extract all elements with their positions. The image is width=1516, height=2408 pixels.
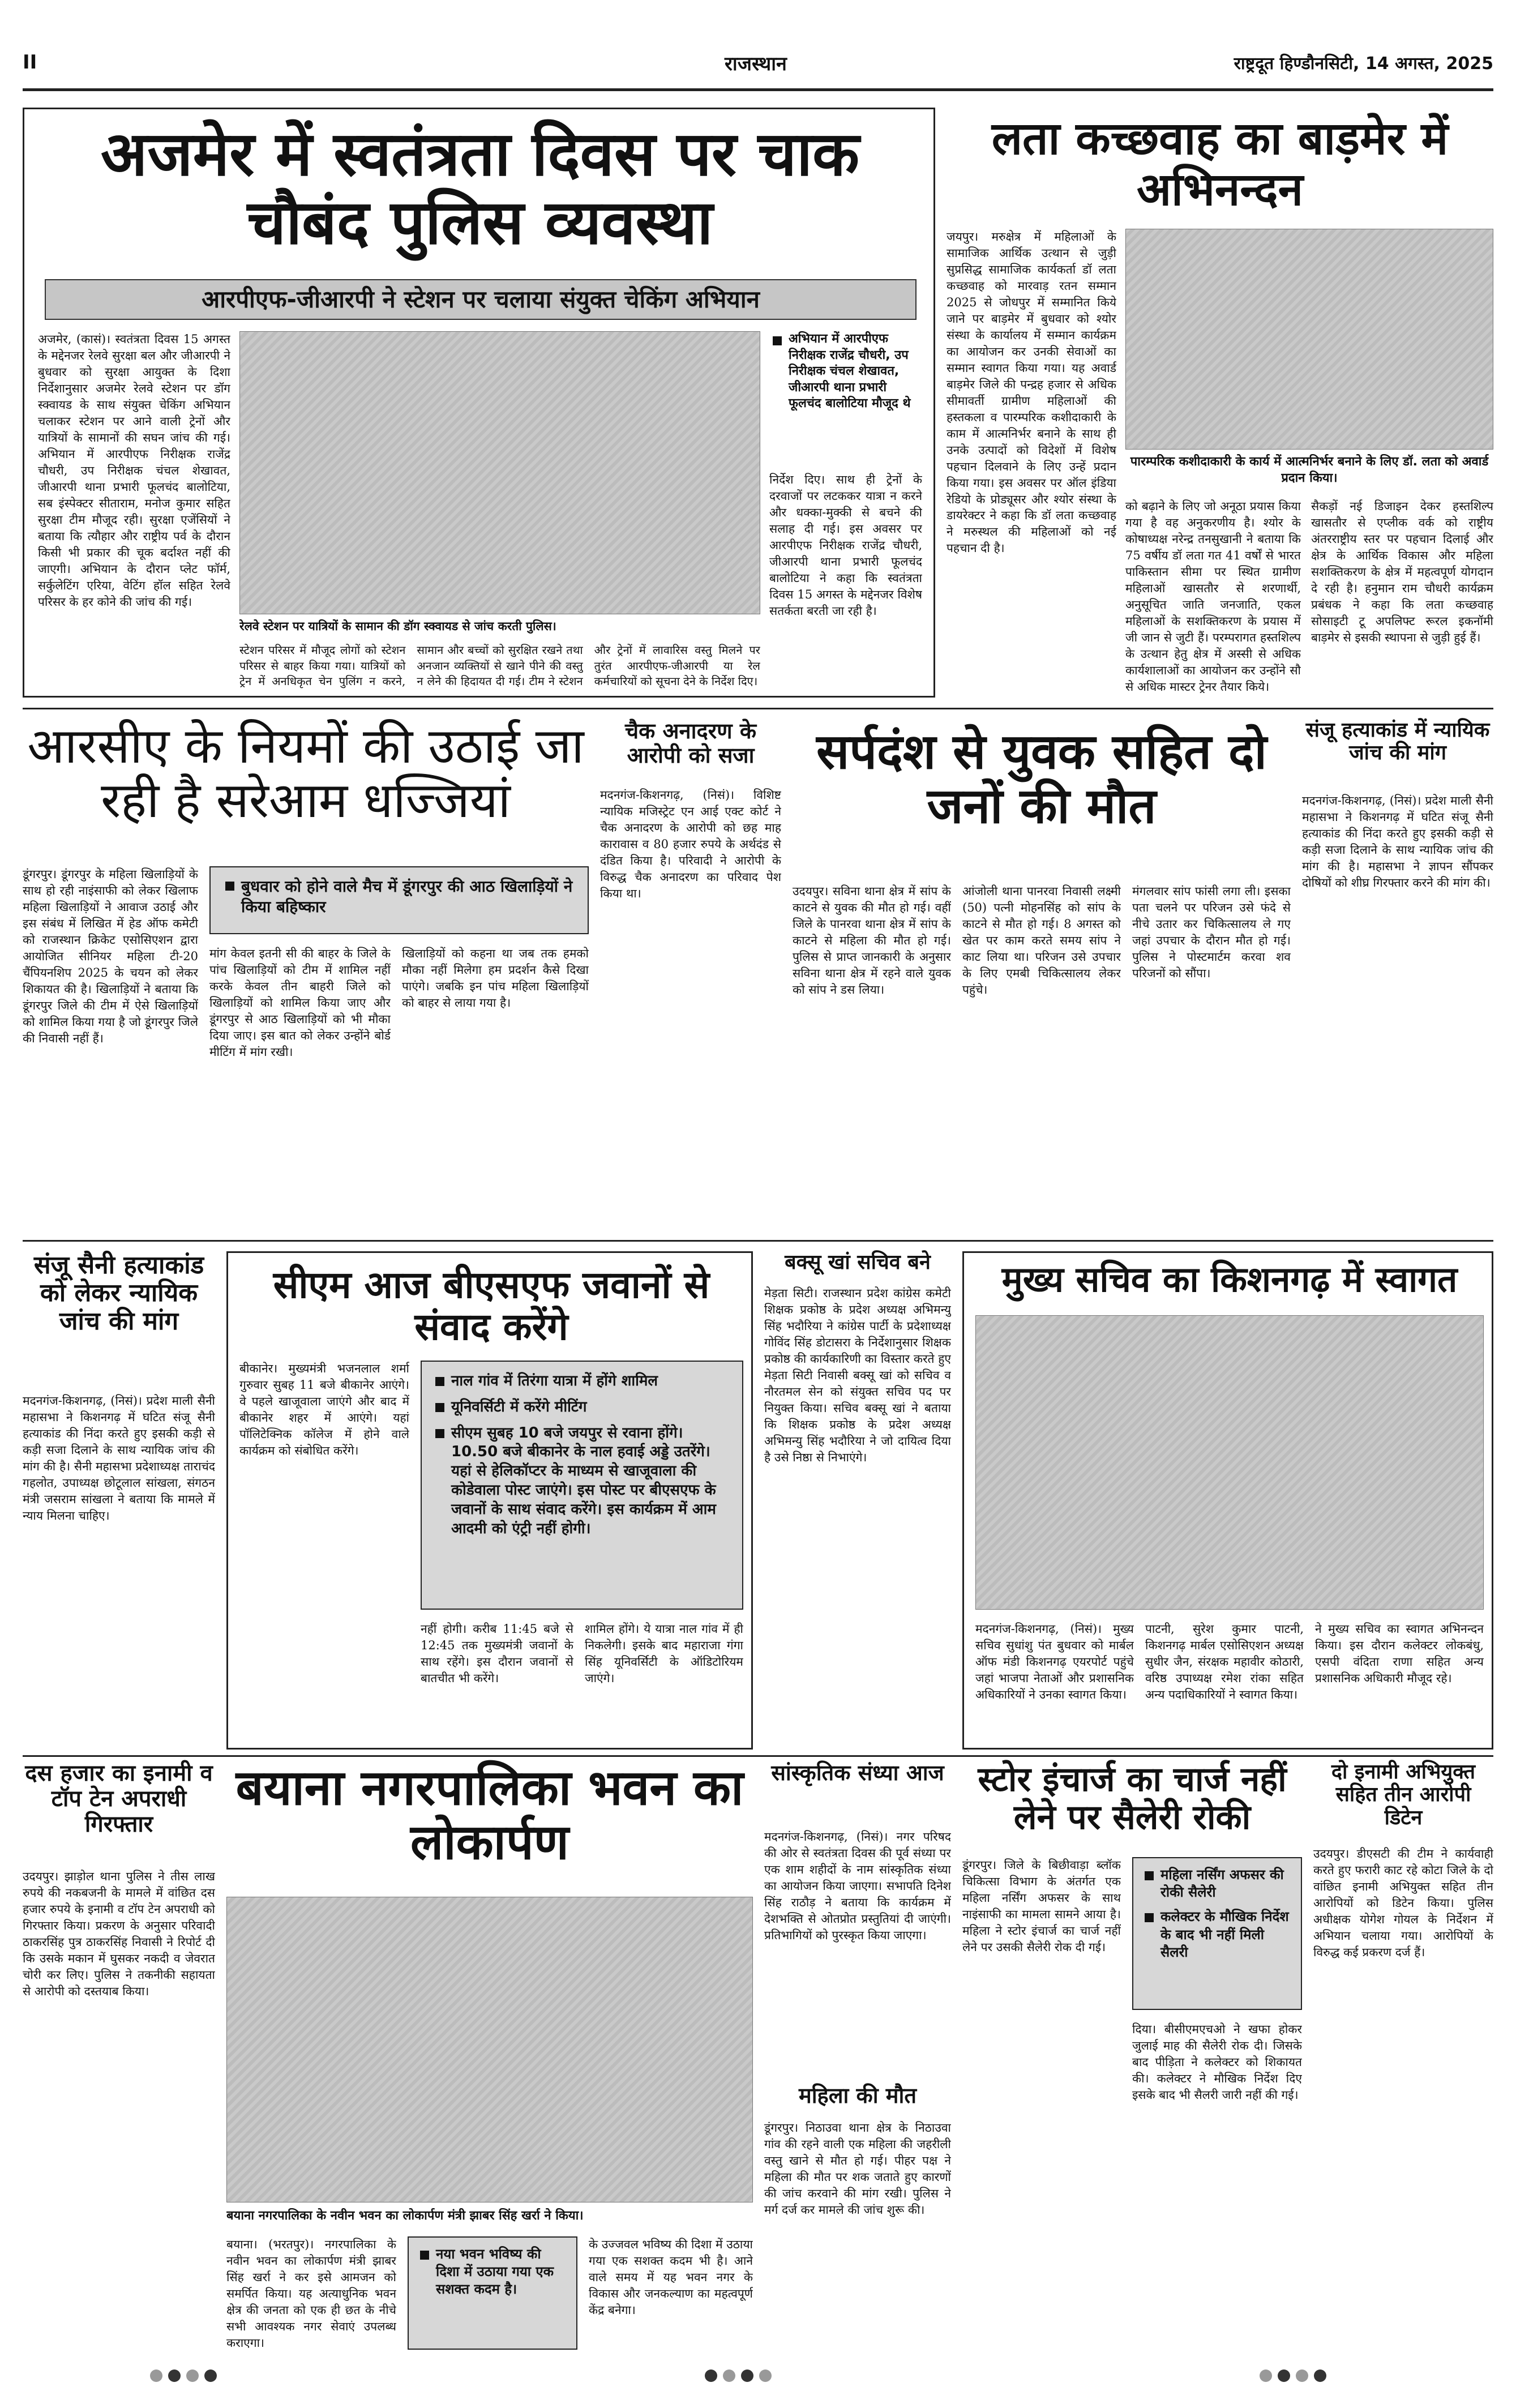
lata-body-1: जयपुर। मरुक्षेत्र में महिलाओं के सामाजिक आर्थिक उत्थान से जुड़ी सुप्रसिद्ध सामाजिक कार्यकर्ता डॉ लता कच्छवाह को मारवाड़ रतन सम्मान 2025 से जोधपुर में सम्मानित किये जाने पर बाड़मेर में बुधवार को श्योर संस्था के कार्यालय में सम्मान कार्यक्रम का आयोजन कर उनकी सेवाओं का सम्मान स्वागत किया गया। यह अवार्ड बाड़मेर जिले की पन्द्रह हजार से अधिक सीमावर्ती ग्रामीण महिलाओं की हस्तकला व पारम्परिक कशीदाकारी के काम में आत्मनिर्भर बनाने के साथ ही उनके उत्पादों को विदेशों में विशेष पहचान दिलवाने के लिए उन्हें प्रदान किया गया। इस अवसर पर ऑल इंडिया रेडियो के प्रोड्यूसर और श्योर संस्था के डायरेक्टर ने कहा कि डॉ लता कच्छवाह ने मरुस्थल की महिलाओं को नई पहचान दी है। — [947, 230, 1116, 555]
lata-photo — [1125, 229, 1493, 450]
snake-body-3: मंगलवार सांप फांसी लगा ली। इसका पता चलने पर परिजन उसे फंदे से नीचे उतार कर चिकित्सालय ले गए जहां उपचार के दौरान मौत हो गई। पुलिस ने पोस्टमार्टम करवा शव परिजनों को सौंपा। — [1132, 884, 1291, 980]
store-box-1: महिला नर्सिंग अफसर की रोकी सैलेरी — [1141, 1866, 1293, 1901]
cultural-body: मदनगंज-किशनगढ़, (निसं)। नगर परिषद की ओर से स्वतंत्रता दिवस की पूर्व संध्या पर एक शाम शहीदों के नाम सांस्कृतिक संध्या का आयोजन किया जाएगा। सभापति दिनेश सिंह राठौड़ ने बताया कि कार्यक्रम में देशभक्ति से ओतप्रोत प्रस्तुतियां दी जाएंगी। प्रतिभागियों को पुरस्कृत किया जाएगा। — [764, 1830, 951, 1942]
rca-body-3: खिलाड़ियों को कहना था जब तक हमको मौका नहीं मिलेगा हम प्रदर्शन कैसे दिखा पाएंगे। जबकि इन पांच महिला खिलाड़ियों को बाहर से लाया गया है। — [402, 947, 589, 1010]
sanju2-story — [23, 1251, 215, 1750]
register-dot-icon — [186, 2369, 199, 2382]
page-number: II — [23, 51, 37, 74]
divider-1 — [23, 708, 1493, 709]
store-body-1: डूंगरपुर। जिले के बिछीवाड़ा ब्लॉक चिकित्सा विभाग के अंतर्गत एक महिला नर्सिंग अफसर के साथ नाइंसाफी का मामला सामने आया है। महिला ने स्टोर इंचार्ज का चार्ज नहीं लेने पर उसकी सैलेरी रोक दी गई। — [962, 1858, 1121, 1954]
snake-body-1: उदयपुर। सविना थाना क्षेत्र में सांप के काटने से युवक की मौत हो गई। वहीं जिले के पानरवा थाना क्षेत्र में सांप के काटने से महिला की मौत हो गई। पुलिस से प्राप्त जानकारी के अनुसार सविना थाना क्षेत्र में रहने वाले युवक को सांप ने डस लिया। — [793, 884, 951, 996]
cm-box — [421, 1361, 743, 1610]
register-dot-icon — [1278, 2369, 1290, 2382]
rca-box — [209, 866, 589, 934]
cash-headline: दस हजार का इनामी व टॉप टेन अपराधी गिरफ्तार — [25, 1760, 213, 1837]
bayana-quote-box — [408, 2236, 577, 2350]
store-box-2: कलेक्टर के मौखिक निर्देश के बाद भी नहीं मिली सैलरी — [1141, 1908, 1293, 1961]
ajmer-strap-text: आरपीएफ-जीआरपी ने स्टेशन पर चलाया संयुक्त चेकिंग अभियान — [202, 285, 760, 313]
reward-story — [1313, 1761, 1493, 2350]
divider-2 — [23, 1240, 1493, 1242]
lata-headline: लता कच्छवाह का बाड़मेर में अभिनन्दन — [991, 112, 1449, 216]
lata-body-2: को बढ़ाने के लिए जो अनूठा प्रयास किया गया है वह अनुकरणीय है। श्योर के कोषाध्यक्ष नरेन्द्र तनसुखानी ने बताया कि 75 वर्षीय डॉ लता गत 41 वर्षों से भारत पाकिस्तान सीमा पर स्थित ग्रामीण महिलाओं खासतौर से शरणार्थी, अनुसूचित जाति जनजाति, एकल महिलाओं के सशक्तिकरण के प्रयास में जी जान से जुटी हैं। परम्परागत हस्तशिल्प के उत्थान हेतु क्षेत्र में अस्सी से अधिक कार्यशालाओं का आयोजन कर उन्होंने सौ से अधिक मास्टर ट्रेनर तैयार किये। — [1125, 499, 1301, 693]
cm-story — [226, 1251, 753, 1750]
cm-headline: सीएम आज बीएसएफ जवानों से संवाद करेंगे — [273, 1263, 710, 1349]
ajmer-photo — [239, 331, 760, 614]
register-dot-icon — [1260, 2369, 1272, 2382]
cultural-headline: सांस्कृतिक संध्या आज — [771, 1760, 944, 1785]
store-box — [1132, 1857, 1302, 2010]
ajmer-quote — [769, 331, 922, 461]
cash-body: उदयपुर। झाड़ोल थाना पुलिस ने तीस लाख रुपये की नकबजनी के मामले में वांछित दस हजार रुपये के इनामी व टॉप टेन अपराधी को गिरफ्तार किया। प्रकरण के अनुसार परिवादी ठाकरसिंह पुत्र ठाकरसिंह निवासी ने रिपोर्ट दी कि उसके मकान में घुसकर नकदी व जेवरात चोरी कर लिए। पुलिस ने तकनीकी सहायता से आरोपी को दस्तयाब किया। — [23, 1870, 215, 1998]
cm-body-3: शामिल होंगे। ये यात्रा नाल गांव में ही निकलेगी। इसके बाद महाराजा गंगा सिंह यूनिवर्सिटी के ऑडिटोरियम जाएंगे। — [585, 1622, 743, 1685]
register-dot-icon — [741, 2369, 753, 2382]
cm-bullet-2: यूनिवर्सिटी में करेंगे मीटिंग — [432, 1398, 732, 1417]
woman-story — [764, 2084, 951, 2350]
footer-dots-right — [1257, 2369, 1329, 2384]
ajmer-body-1: अजमेर, (कासं)। स्वतंत्रता दिवस 15 अगस्त के मद्देनजर रेलवे सुरक्षा बल और जीआरपी ने बुधवार को सुरक्षा आयुक्त के दिशा निर्देशानुसार अजमेर रेलवे स्टेशन पर डॉग स्क्वायड के साथ संयुक्त चेकिंग अभियान चलाकर स्टेशन पर आने वाली ट्रेनों और यात्रियों के सामानों की सघन जांच की गई। अभियान में आरपीएफ निरीक्षक राजेंद्र चौधरी, उप निरीक्षक चंचल शेखावत, जीआरपी थाना प्रभारी फूलचंद बालोटिया, सब इंस्पेक्टर सीताराम, मनोज कुमार सहित सुरक्षा टीम मौजूद रही। सुरक्षा एजेंसियों ने बताया कि त्यौहार और राष्ट्रीय पर्व के दौरान किसी भी प्रकार की चूक बर्दाश्त नहीं की जाएगी। अभियान के दौरान प्लेट फॉर्म, सर्कुलेटिंग एरिया, वेटिंग हॉल सहित रेलवे परिसर के हर कोने की जांच की गई। — [38, 332, 230, 609]
masthead-date: राष्ट्रदूत हिण्डौनसिटी, 14 अगस्त, 2025 — [1234, 54, 1493, 74]
snake-body-2: आंजोली थाना पानरवा निवासी लक्ष्मी (50) पत्नी मोहनसिंह को सांप के काटने से मौत हो गई। 8 अगस्त को खेत पर काम करते समय सांप ने काट लिया था। परिजन उसे उपचार के लिए एमबी चिकित्सालय लेकर पहुंचे। — [962, 884, 1121, 996]
reward-headline: दो इनामी अभियुक्त सहित तीन आरोपी डिटेन — [1331, 1760, 1476, 1829]
reward-body: उदयपुर। डीएसटी की टीम ने कार्यवाही करते हुए फरारी काट रहे कोटा जिले के दो वांछित इनामी अभियुक्त सहित तीन आरोपियों को डिटेन किया। पुलिस अधीक्षक योगेश गोयल के निर्देशन में अभियान चलाया गया। आरोपियों के विरुद्ध कई प्रकरण दर्ज हैं। — [1313, 1847, 1493, 1959]
bayana-headline: बयाना नगरपालिका भवन का लोकार्पण — [235, 1760, 744, 1871]
cm-body-1: बीकानेर। मुख्यमंत्री भजनलाल शर्मा गुरुवार सुबह 11 बजे बीकानेर आएंगे। वे पहले खाजूवाला जाएंगे और बाद में बीकानेर शहर में आएंगे। यहां पॉलिटेक्निक कॉलेज में होने वाले कार्यक्रम को संबोधित करेंगे। — [239, 1362, 409, 1457]
mukhya-photo — [975, 1315, 1484, 1610]
register-dot-icon — [1296, 2369, 1308, 2382]
cash-story — [23, 1761, 215, 2350]
ajmer-photo-caption: रेलवे स्टेशन पर यात्रियों के सामान की डॉग स्क्वायड से जांच करती पुलिस। — [239, 619, 556, 633]
store-story — [962, 1761, 1302, 2350]
ajmer-body-2: निर्देश दिए। साथ ही ट्रेनों के दरवाजों पर लटककर यात्रा न करने और धक्का-मुक्की से बचने की सलाह दी गई। इस अवसर पर आरपीएफ निरीक्षक राजेंद्र चौधरी, जीआरपी थाना प्रभारी फूलचंद बालोटिया ने कहा कि स्वतंत्रता दिवस 15 अगस्त के मद्देनजर विशेष सतर्कता बरती जा रही है। — [769, 473, 922, 618]
ajmer-headline: अजमेर में स्वतंत्रता दिवस पर चाक चौबंद पुलिस व्यवस्था — [100, 119, 860, 258]
register-dot-icon — [759, 2369, 772, 2382]
lata-photo-caption: पारम्परिक कशीदाकारी के कार्य में आत्मनिर्भर बनाने के लिए डॉ. लता को अवार्ड प्रदान किया। — [1130, 455, 1489, 485]
cultural-story — [764, 1761, 951, 2078]
cm-body-2: नहीं होगी। करीब 11:45 बजे से 12:45 तक मुख्यमंत्री जवानों के साथ रहेंगे। इस दौरान जवानों से बातचीत भी करेंगे। — [421, 1622, 573, 1685]
register-dot-icon — [1314, 2369, 1326, 2382]
register-dot-icon — [150, 2369, 162, 2382]
chain-story — [600, 719, 781, 1229]
section-title: राजस्थान — [725, 53, 787, 75]
snake-headline: सर्पदंश से युवक सहित दो जनों की मौत — [816, 724, 1267, 835]
bayana-photo-caption: बयाना नगरपालिका के नवीन भवन का लोकार्पण मंत्री झाबर सिंह खर्रा ने किया। — [226, 2209, 584, 2223]
lata-body-3: सैकड़ों नई डिजाइन देकर हस्तशिल्प खासतौर से एप्लीक वर्क को राष्ट्रीय अंतरराष्ट्रीय स्तर पर पहचान दिलाई और क्षेत्र के आर्थिक विकास और महिला सशक्तिकरण के क्षेत्र में महत्वपूर्ण योगदान दे रही है। हनुमान राम चौधरी कार्यक्रम प्रबंधक ने कहा कि लता कच्छवाह सोसाइटी टू अपलिफ्ट रूरल इकनॉमी बाड़मेर से इसकी स्थापना से जुड़ी हुई हैं। — [1311, 499, 1493, 644]
ajmer-quote-text: अभियान में आरपीएफ निरीक्षक राजेंद्र चौधरी, उप निरीक्षक चंचल शेखावत, जीआरपी थाना प्रभारी फूलचंद बालोटिया मौजूद थे — [769, 331, 922, 412]
bayana-body-1: बयाना। (भरतपुर)। नगरपालिका के नवीन भवन का लोकार्पण मंत्री झाबर सिंह खर्रा ने कर इसे आमजन को समर्पित किया। यह अत्याधुनिक भवन क्षेत्र की जनता को एक ही छत के नीचे सभी आवश्यक नगर सेवाएं उपलब्ध कराएगा। — [226, 2238, 396, 2350]
store-headline: स्टोर इंचार्ज का चार्ज नहीं लेने पर सैलेरी रोकी — [978, 1760, 1287, 1838]
bayana-quote: नया भवन भविष्य की दिशा में उठाया गया एक सशक्त कदम है। — [417, 2246, 568, 2299]
cm-bullet-3: सीएम सुबह 10 बजे जयपुर से रवाना होंगे। 10.50 बजे बीकानेर के नाल हवाई अड्डे उतरेंगे। यहां से हेलिकॉप्टर के माध्यम से खाजूवाला की कोडेवाला पोस्ट जाएंगे। इस पोस्ट पर बीएसएफ के जवानों के साथ संवाद करेंगे। इस कार्यक्रम में आम आदमी को एंट्री नहीं होगी। — [432, 1424, 732, 1539]
bayana-body-2: के उज्जवल भविष्य की दिशा में उठाया गया एक सशक्त कदम भी है। आने वाले समय में यह भवन नगर के विकास और जनकल्याण का महत्वपूर्ण केंद्र बनेगा। — [589, 2238, 753, 2317]
cm-bullet-1: नाल गांव में तिरंगा यात्रा में होंगे शामिल — [432, 1372, 732, 1391]
sanju2-body: मदनगंज-किशनगढ़, (निसं)। प्रदेश माली सैनी महासभा ने किशनगढ़ में घटित संजू सैनी हत्याकांड की निंदा करते हुए इसकी कड़ी से कड़ी सजा दिलाने के साथ न्यायिक जांच की मांग की है। सैनी महासभा प्रदेशाध्यक्ष ताराचंद गहलोत, उपाध्यक्ष छोटूलाल सांखला, संगठन मंत्री जसराम सांखला ने बताया कि मामले में न्याय मिलना चाहिए। — [23, 1394, 215, 1522]
sanju-story — [1302, 719, 1493, 1229]
ajmer-body-3: स्टेशन परिसर में मौजूद लोगों को स्टेशन परिसर से बाहर किया गया। यात्रियों को ट्रेन में अनधिकृत चेन पुलिंग न करने, सामान और बच्चों को सुरक्षित रखने तथा अनजान व्यक्तियों से खाने पीने की वस्तु न लेने की हिदायत दी गई। टीम ने स्टेशन और ट्रेनों में लावारिस वस्तु मिलने पर तुरंत आरपीएफ-जीआरपी या रेल कर्मचारियों को सूचना देने के निर्देश दिए। — [239, 643, 760, 688]
baksu-body: मेड़ता सिटी। राजस्थान प्रदेश कांग्रेस कमेटी शिक्षक प्रकोष्ठ के प्रदेश अध्यक्ष अभिमन्यु सिंह भदौरिया ने कांग्रेस पार्टी के प्रदेशाध्यक्ष गोविंद सिंह डोटासरा के निर्देशानुसार शिक्षक प्रकोष्ठ की कार्यकारिणी का विस्तार करते हुए मेड़ता सिटी निवासी बक्सू खां को सचिव व नौरतमल सेन को संयुक्त सचिव पद पर नियुक्त किया। सचिव बक्सू खां ने बताया कि शिक्षक प्रकोष्ठ के प्रदेश अध्यक्ष अभिमन्यु सिंह भदौरिया ने जो दायित्व दिया है उसे निष्ठा से निभाएंगे। — [764, 1286, 951, 1464]
bayana-story — [226, 1761, 753, 2350]
register-dot-icon — [168, 2369, 181, 2382]
baksu-headline: बक्सू खां सचिव बने — [785, 1251, 931, 1274]
sanju-body: मदनगंज-किशनगढ़, (निसं)। प्रदेश माली सैनी महासभा ने किशनगढ़ में घटित संजू सैनी हत्याकांड की निंदा करते हुए इसकी कड़ी से कड़ी सजा दिलाने के साथ न्यायिक जांच की मांग की है। महासभा ने ज्ञापन सौंपकर दोषियों को शीघ्र गिरफ्तार करने की मांग की। — [1302, 794, 1493, 889]
mukhya-headline: मुख्य सचिव का किशनगढ़ में स्वागत — [1001, 1259, 1458, 1300]
register-dot-icon — [204, 2369, 217, 2382]
woman-headline: महिला की मौत — [798, 2083, 917, 2108]
rca-box-text: बुधवार को होने वाले मैच में डूंगरपुर की आठ खिलाड़ियों ने किया बहिष्कार — [222, 876, 576, 918]
mukhya-body-1: मदनगंज-किशनगढ़, (निसं)। मुख्य सचिव सुधांशु पंत बुधवार को मार्बल ऑफ मंडी किशनगढ़ एयरपोर्ट पहुंचे जहां भाजपा नेताओं और प्रशासनिक अधिकारियों ने उनका स्वागत किया। — [975, 1622, 1134, 1701]
mukhya-body-3: ने मुख्य सचिव का स्वागत अभिनन्दन किया। इस दौरान कलेक्टर लोकबंधु, एसपी वंदिता राणा सहित अन्य प्रशासनिक अधिकारी मौजूद रहे। — [1315, 1622, 1484, 1685]
ajmer-strap — [45, 279, 917, 320]
ajmer-story — [23, 108, 935, 698]
bayana-photo — [226, 1897, 753, 2202]
rca-body-1: डूंगरपुर। डूंगरपुर के महिला खिलाड़ियों के साथ हो रही नाइंसाफी को लेकर खिलाफ महिला खिलाड़ियों ने आवाज उठाई और इस संबंध में लिखित में हेड ऑफ कमेटी को राजस्थान क्रिकेट एसोसिएशन द्वारा आयोजित सीनियर महिला टी-20 चैंपियनशिप 2025 के चयन को लेकर शिकायत की है। खिलाड़ियों ने बताया कि डूंगरपुर जिले की टीम में ऐसे खिलाड़ियों को शामिल किया गया है जो डूंगरपुर जिले की निवासी नहीं हैं। — [23, 867, 198, 1045]
page-header — [23, 45, 1493, 88]
footer-dots-left — [147, 2369, 220, 2384]
header-rule — [23, 88, 1493, 91]
sanju-headline: संजू हत्याकांड में न्यायिक जांच की मांग — [1305, 718, 1490, 765]
baksu-story — [764, 1251, 951, 1750]
woman-body: डूंगरपुर। निठाउवा थाना क्षेत्र के निठाउवा गांव की रहने वाली एक महिला की जहरीली वस्तु खाने से मौत हो गई। पीहर पक्ष ने महिला की मौत पर शक जताते हुए कारणों की जांच करवाने की मांग रखी। पुलिस ने मर्ग दर्ज कर मामले की जांच शुरू की। — [764, 2121, 951, 2217]
chain-headline: चैक अनादरण के आरोपी को सजा — [624, 718, 757, 768]
chain-body: मदनगंज-किशनगढ़, (निसं)। विशिष्ट न्यायिक मजिस्ट्रेट एन आई एक्ट कोर्ट ने चैक अनादरण के आरोपी को छह माह कारावास व 80 हजार रुपये के अर्थदंड से दंडित किया है। परिवादी ने आरोपी के विरुद्ध चैक अनादरण का परिवाद पेश किया था। — [600, 788, 781, 900]
snake-story — [793, 719, 1291, 1229]
rca-body-2: मांग केवल इतनी सी की बाहर के जिले के पांच खिलाड़ियों को टीम में शामिल नहीं करके केवल तीन बाहरी जिले को खिलाड़ियों को शामिल किया जाए और डूंगरपुर से आठ खिलाड़ियों को भी मौका दिया जाए। इस बात को लेकर उन्होंने बोर्ड मीटिंग में मांग रखी। — [209, 947, 391, 1059]
mukhya-body-2: पाटनी, सुरेश कुमार पाटनी, किशनगढ़ मार्बल एसोसिएशन अध्यक्ष सुधीर जैन, संरक्षक महावीर कोठारी, वरिष्ठ उपाध्यक्ष रमेश रांका सहित अन्य पदाधिकारियों ने स्वागत किया। — [1145, 1622, 1304, 1701]
lata-story — [947, 108, 1493, 696]
rca-headline: आरसीए के नियमों की उठाई जा रही है सरेआम धज्जियां — [27, 718, 584, 829]
footer-dots-center — [702, 2369, 774, 2384]
divider-3 — [23, 1755, 1493, 1757]
register-dot-icon — [705, 2369, 717, 2382]
rca-story — [23, 719, 589, 1229]
register-dot-icon — [723, 2369, 735, 2382]
mukhya-story — [962, 1251, 1493, 1750]
sanju2-headline: संजू सैनी हत्याकांड को लेकर न्यायिक जांच की मांग — [33, 1251, 204, 1336]
store-body-2: दिया। बीसीएमएचओ ने खफा होकर जुलाई माह की सैलेरी रोक दी। जिसके बाद पीड़िता ने कलेक्टर को शिकायत की। कलेक्टर ने मौखिक निर्देश दिए इसके बाद भी सैलरी जारी नहीं की गई। — [1132, 2022, 1302, 2102]
